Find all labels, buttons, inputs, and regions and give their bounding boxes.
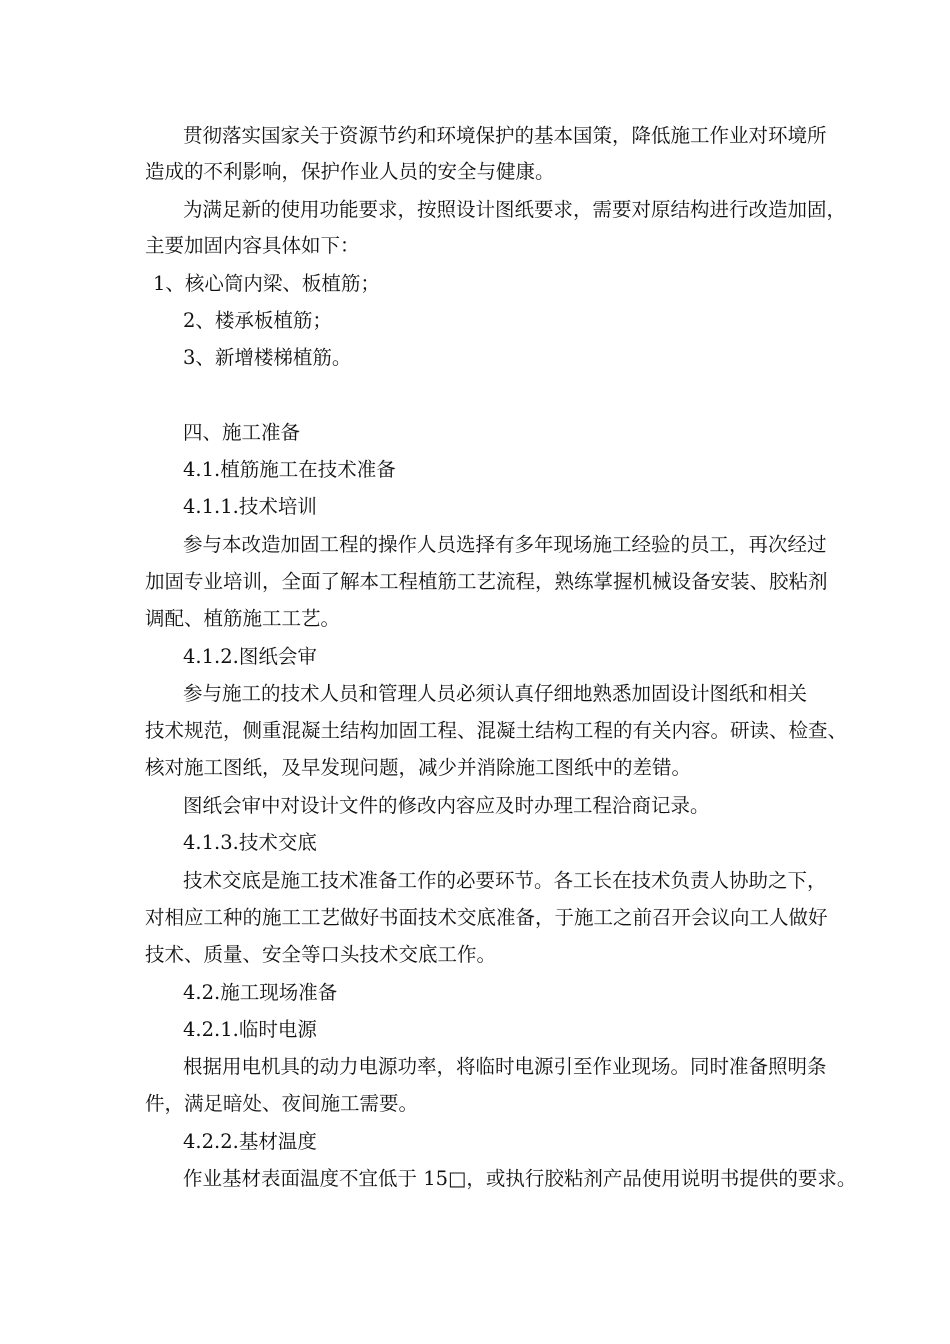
paragraph-line: 调配、植筋施工工艺。	[145, 607, 341, 630]
paragraph-line: 贯彻落实国家关于资源节约和环境保护的基本国策，降低施工作业对环境所	[183, 124, 827, 147]
paragraph-line: 技术交底是施工技术准备工作的必要环节。各工长在技术负责人协助之下，	[183, 869, 827, 892]
section-heading: 四、施工准备	[183, 421, 301, 444]
paragraph-line: 作业基材表面温度不宜低于 15□，或执行胶粘剂产品使用说明书提供的要求。	[183, 1167, 857, 1190]
paragraph-line: 图纸会审中对设计文件的修改内容应及时办理工程洽商记录。	[183, 794, 710, 817]
paragraph-line: 技术规范，侧重混凝土结构加固工程、混凝土结构工程的有关内容。研读、检查、	[145, 719, 848, 742]
paragraph-line: 件，满足暗处、夜间施工需要。	[145, 1092, 419, 1115]
list-item: 2、楼承板植筋；	[183, 309, 332, 332]
subsection-heading: 4.1.3.技术交底	[183, 831, 317, 854]
paragraph-line: 加固专业培训，全面了解本工程植筋工艺流程，熟练掌握机械设备安装、胶粘剂	[145, 570, 828, 593]
subsection-heading: 4.2.1.临时电源	[183, 1018, 317, 1041]
subsection-heading: 4.1.1.技术培训	[183, 495, 317, 518]
paragraph-line: 技术、质量、安全等口头技术交底工作。	[145, 943, 497, 966]
list-item: 3、新增楼梯植筋。	[183, 346, 352, 369]
paragraph-line: 对相应工种的施工工艺做好书面技术交底准备，于施工之前召开会议向工人做好	[145, 906, 828, 929]
list-item: 1、核心筒内梁、板植筋；	[153, 272, 380, 295]
paragraph-line: 为满足新的使用功能要求，按照设计图纸要求，需要对原结构进行改造加固，	[183, 198, 847, 221]
subsection-heading: 4.1.植筋施工在技术准备	[183, 458, 396, 481]
paragraph-line: 造成的不利影响，保护作业人员的安全与健康。	[145, 160, 555, 183]
paragraph-line: 参与本改造加固工程的操作人员选择有多年现场施工经验的员工，再次经过	[183, 533, 827, 556]
paragraph-line: 参与施工的技术人员和管理人员必须认真仔细地熟悉加固设计图纸和相关	[183, 682, 808, 705]
paragraph-line: 核对施工图纸，及早发现问题，减少并消除施工图纸中的差错。	[145, 756, 692, 779]
subsection-heading: 4.1.2.图纸会审	[183, 645, 317, 668]
subsection-heading: 4.2.施工现场准备	[183, 981, 338, 1004]
subsection-heading: 4.2.2.基材温度	[183, 1130, 317, 1153]
paragraph-line: 主要加固内容具体如下：	[145, 234, 360, 257]
paragraph-line: 根据用电机具的动力电源功率，将临时电源引至作业现场。同时准备照明条	[183, 1055, 827, 1078]
